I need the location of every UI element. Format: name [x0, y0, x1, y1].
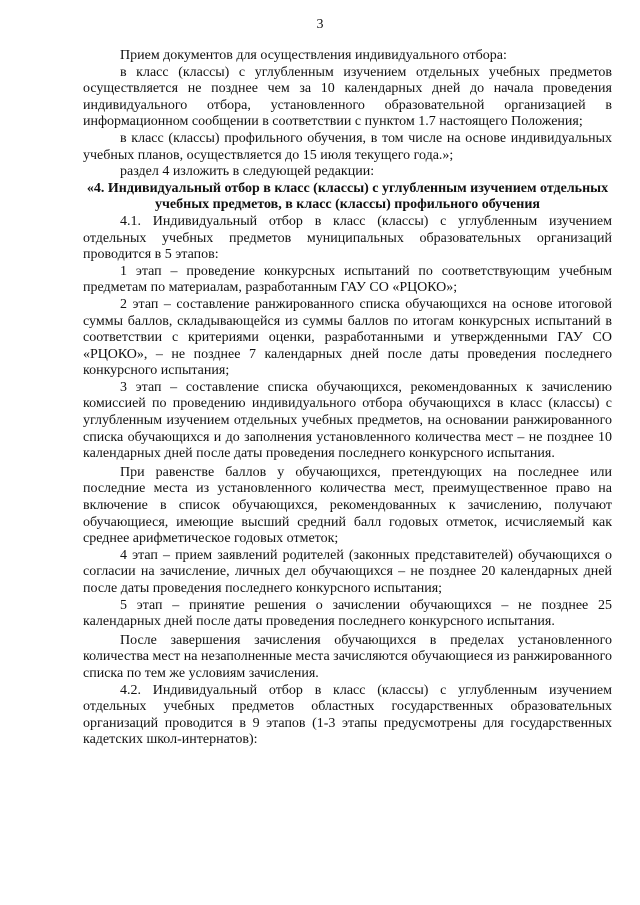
paragraph-stage-2: 2 этап – составление ранжированного списка обучающихся на основе итоговой суммы баллов, складывающейся из суммы баллов по итогам конкурсных испытаний в соответствии с критериями оценки, разработанными и утвержденными ГАУ СО «РЦОКО», – не позднее 7 календарных дней после даты проведения последнего конкурсного испытания;	[83, 296, 612, 379]
paragraph-4-1: 4.1. Индивидуальный отбор в класс (классы) с углубленным изучением отдельных учебных предметов муниципальных образовательных организаций проводится в 5 этапов:	[83, 213, 612, 263]
page-number: 3	[316, 17, 324, 32]
paragraph-stage-4: 4 этап – прием заявлений родителей (законных представителей) обучающихся о согласии на зачисление, личных дел обучающихся – не позднее 20 календарных дней после даты проведения последнего конкурсного испытания;	[83, 547, 612, 596]
section-heading: «4. Индивидуальный отбор в класс (классы) с углубленным изучением отдельных учебных предметов, в класс (классы) профильного обучения	[86, 180, 609, 213]
paragraph-stage-1: 1 этап – проведение конкурсных испытаний по соответствующим учебным предметам по материалам, разработанным ГАУ СО «РЦОКО»;	[83, 263, 612, 296]
paragraph-4-2: 4.2. Индивидуальный отбор в класс (классы) с углубленным изучением отдельных учебных предметов областных государственных образовательных организаций проводится в 9 этапов (1-3 этапы предусмотрены для государственных кадетских школ-интернатов):	[83, 682, 612, 748]
paragraph-intake-profile: в класс (классы) профильного обучения, в том числе на основе индивидуальных учебных планов, осуществляется до 15 июля текущего года.»;	[83, 130, 612, 163]
paragraph-equal-scores: При равенстве баллов у обучающихся, претендующих на последнее или последние места из установленного количества мест, преимущественное право на включение в список обучающихся, рекомендованных к зачислению, получают обучающиеся, имеющие высший средний балл годовых отметок, исчисляемый как среднее арифметическое годовых отметок;	[83, 464, 612, 547]
document-body	[83, 48, 612, 749]
paragraph-stage-5: 5 этап – принятие решения о зачислении обучающихся – не позднее 25 календарных дней после даты проведения последнего конкурсного испытания.	[83, 597, 612, 630]
paragraph-after-enrollment: После завершения зачисления обучающихся в пределах установленного количества мест на незаполненные места зачисляются обучающиеся из ранжированного списка по тем же условиям зачисления.	[83, 632, 612, 681]
paragraph-intake-intro: Прием документов для осуществления индивидуального отбора:	[120, 48, 507, 63]
paragraph-intake-advanced: в класс (классы) с углубленным изучением отдельных учебных предметов осуществляется не позднее чем за 10 календарных дней до начала проведения индивидуального отбора, установленного образовательной организацией в информационном сообщении в соответствии с пунктом 1.7 настоящего Положения;	[83, 64, 612, 130]
paragraph-stage-3: 3 этап – составление списка обучающихся, рекомендованных к зачислению комиссией по проведению индивидуального отбора обучающихся в класс (классы) с углубленным изучением отдельных учебных предметов, на основании ранжированного списка обучающихся и до заполнения установленного количества мест – не позднее 10 календарных дней после даты проведения последнего конкурсного испытания.	[83, 379, 612, 462]
paragraph-section-amend: раздел 4 изложить в следующей редакции:	[120, 164, 375, 180]
